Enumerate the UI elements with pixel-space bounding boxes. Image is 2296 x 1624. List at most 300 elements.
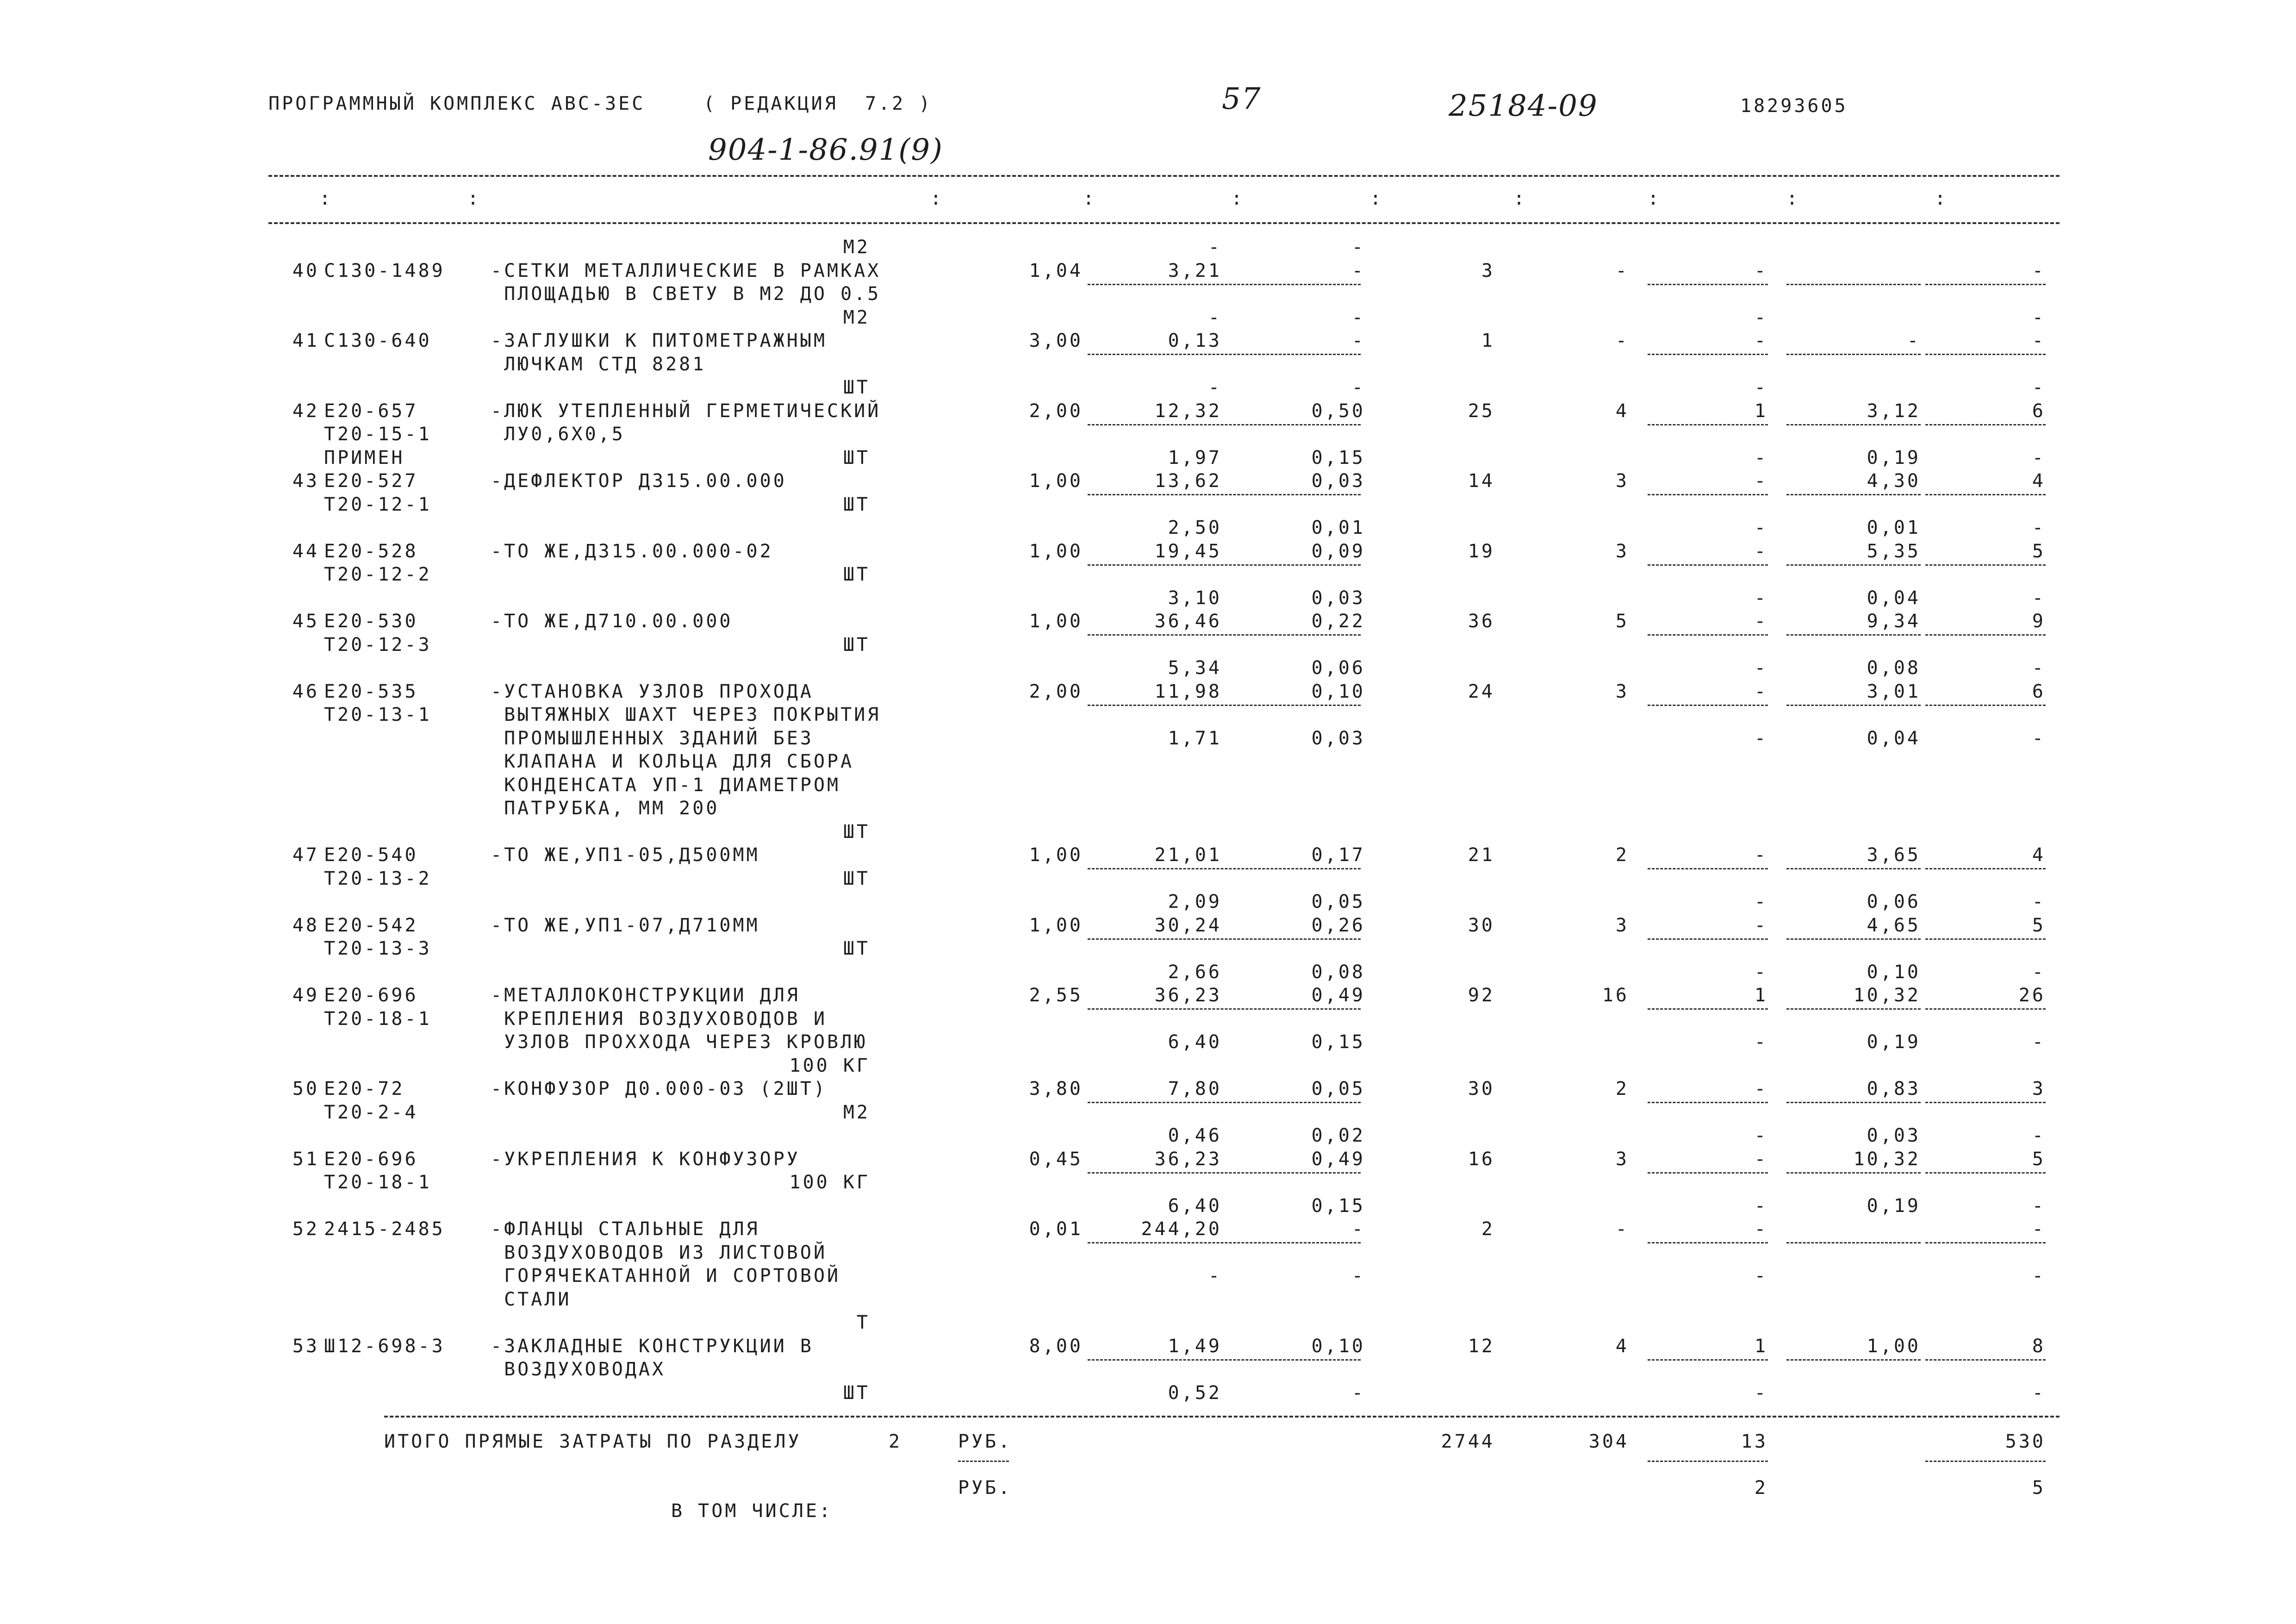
cell-code: Т20-18-1: [324, 1172, 432, 1193]
cell-underline: [1925, 938, 2046, 940]
cell-c6: 0,01: [1311, 517, 1365, 538]
cell-underline: [1088, 354, 1361, 355]
cell-underline: [1648, 938, 1768, 940]
cell-c6: 0,05: [1311, 1078, 1365, 1099]
cell-underline: [1648, 564, 1768, 566]
cell-c9: -: [1754, 447, 1768, 468]
totals-col8: 304: [1588, 1431, 1629, 1452]
cell-underline: [1925, 494, 2046, 495]
cell-c8: 3: [1615, 541, 1629, 562]
cell-c11: 4: [2032, 470, 2046, 492]
cell-c9: -: [1754, 1382, 1768, 1404]
cell-desc: ВОЗДУХОВОДАХ: [491, 1359, 666, 1380]
cell-c8: 3: [1615, 1149, 1629, 1170]
cell-c6: 0,02: [1311, 1125, 1365, 1146]
cell-c6: -: [1351, 307, 1365, 328]
document-number: 25184-09: [1449, 89, 1598, 123]
cell-c10: 10,32: [1853, 1149, 1921, 1170]
cell-underline: [1088, 1172, 1361, 1174]
cell-c6: 0,17: [1311, 844, 1365, 866]
cell-c5: 11,98: [1154, 681, 1222, 702]
cell-c10: 4,65: [1867, 915, 1921, 936]
totals-col11-2: 5: [2032, 1477, 2046, 1499]
cell-c6: -: [1351, 1218, 1365, 1240]
cell-c8: -: [1615, 1218, 1629, 1240]
cell-desc: СТАЛИ: [491, 1289, 572, 1310]
cell-underline: [1088, 1242, 1361, 1243]
cell-c6: 0,15: [1311, 447, 1365, 468]
cell-underline: [1786, 284, 1921, 285]
column-separator: :: [1648, 188, 1661, 209]
cell-c10: 3,12: [1867, 400, 1921, 422]
cell-n: 49: [292, 985, 319, 1006]
cell-c5: -: [1208, 1265, 1222, 1287]
column-separator: :: [1231, 188, 1245, 209]
cell-desc: -ТО ЖЕ,УП1-07,Д710ММ: [491, 915, 760, 936]
cell-underline: [1088, 494, 1361, 495]
cell-code: Е20-72: [324, 1078, 405, 1099]
cell-c11: -: [2032, 447, 2046, 468]
cell-c10: 1,00: [1867, 1336, 1921, 1357]
cell-c9: -: [1754, 681, 1768, 702]
cell-c5: 36,23: [1154, 1149, 1222, 1170]
cell-code: С130-640: [324, 330, 432, 351]
cell-c5: 3,21: [1168, 260, 1222, 281]
cell-c5: 36,23: [1154, 985, 1222, 1006]
cell-c5: 0,52: [1168, 1382, 1222, 1404]
cell-c7: 24: [1468, 681, 1495, 702]
cell-underline: [1925, 1242, 2046, 1243]
cell-underline: [1648, 1242, 1768, 1243]
cell-c11: 6: [2032, 681, 2046, 702]
cell-c6: 0,50: [1311, 400, 1365, 422]
cell-desc: -ТО ЖЕ,УП1-05,Д500ММ: [491, 844, 760, 866]
cell-c10: 0,10: [1867, 962, 1921, 983]
cell-underline: [1648, 705, 1768, 706]
cell-c11: -: [2032, 330, 2046, 351]
cell-c7: 1: [1481, 330, 1495, 351]
cell-c9: -: [1754, 1218, 1768, 1240]
cell-code: Т20-13-3: [324, 938, 432, 959]
cell-code: Е20-696: [324, 985, 418, 1006]
cell-c9: -: [1754, 1265, 1768, 1287]
cell-c10: 3,65: [1867, 844, 1921, 866]
cell-underline: [1786, 868, 1921, 869]
cell-c9: -: [1754, 1149, 1768, 1170]
cell-c9: -: [1754, 470, 1768, 492]
column-separator: :: [1786, 188, 1800, 209]
cell-c9: -: [1754, 1078, 1768, 1099]
cell-c11: -: [2032, 1031, 2046, 1053]
cell-n: 51: [292, 1149, 319, 1170]
cell-underline: [1925, 1172, 2046, 1174]
cell-n: 48: [292, 915, 319, 936]
cell-c10: 0,19: [1867, 447, 1921, 468]
cell-c9: -: [1754, 377, 1768, 398]
cell-c7: 25: [1468, 400, 1495, 422]
cell-code: Е20-530: [324, 611, 418, 632]
cell-c7: 2: [1481, 1218, 1495, 1240]
cell-c6: 0,10: [1311, 1336, 1365, 1357]
cell-underline: [1925, 354, 2046, 355]
cell-underline: [1925, 705, 2046, 706]
cell-c7: 30: [1468, 1078, 1495, 1099]
cell-c5: 21,01: [1154, 844, 1222, 866]
cell-c6: 0,06: [1311, 657, 1365, 679]
cell-underline: [1925, 1008, 2046, 1010]
cell-c9: 1: [1754, 400, 1768, 422]
cell-c11: 8: [2032, 1336, 2046, 1357]
cell-desc: -КОНФУЗОР Д0.000-03 (2ШТ): [491, 1078, 828, 1099]
cell-desc: -ТО ЖЕ,Д710.00.000: [491, 611, 733, 632]
cell-c9: -: [1754, 657, 1768, 679]
cell-c11: -: [2032, 1218, 2046, 1240]
cell-qty: 1,00: [1029, 470, 1083, 492]
cell-c9: -: [1754, 915, 1768, 936]
cell-c5: 2,66: [1168, 962, 1222, 983]
cell-c5: 13,62: [1154, 470, 1222, 492]
cell-c5: 1,97: [1168, 447, 1222, 468]
cell-c10: 0,08: [1867, 657, 1921, 679]
cell-c6: -: [1351, 330, 1365, 351]
cell-qty: 8,00: [1029, 1336, 1083, 1357]
cell-c11: -: [2032, 962, 2046, 983]
cell-desc: -УКРЕПЛЕНИЯ К КОНФУЗОРУ: [491, 1149, 800, 1170]
cell-code: Т20-18-1: [324, 1008, 432, 1030]
cell-c11: 5: [2032, 541, 2046, 562]
cell-c10: 0,04: [1867, 587, 1921, 609]
cell-c7: 30: [1468, 915, 1495, 936]
cell-c6: 0,15: [1311, 1031, 1365, 1053]
cell-c5: 30,24: [1154, 915, 1222, 936]
cell-c7: 14: [1468, 470, 1495, 492]
cell-c11: -: [2032, 728, 2046, 749]
cell-code: Е20-696: [324, 1149, 418, 1170]
cell-code: Е20-528: [324, 541, 418, 562]
cell-c10: 4,30: [1867, 470, 1921, 492]
cell-n: 42: [292, 400, 319, 422]
cell-underline: [1648, 284, 1768, 285]
cell-code: Е20-535: [324, 681, 418, 702]
totals-rule: [384, 1416, 2060, 1418]
cell-underline: [1648, 634, 1768, 636]
cell-n: 50: [292, 1078, 319, 1099]
cell-c5: 7,80: [1168, 1078, 1222, 1099]
cell-c11: -: [2032, 587, 2046, 609]
cell-n: 47: [292, 844, 319, 866]
cell-underline: [1648, 1359, 1768, 1361]
cell-qty: 1,00: [1029, 611, 1083, 632]
cell-unit: ШТ: [843, 821, 870, 843]
cell-n: 43: [292, 470, 319, 492]
project-number: 904-1-86.91(9): [708, 133, 943, 167]
totals-col9: 13: [1741, 1431, 1768, 1452]
cell-underline: [1925, 634, 2046, 636]
program-title: ПРОГРАММНЫЙ КОМПЛЕКС АВС-3ЕС: [268, 93, 646, 114]
cell-c6: 0,03: [1311, 470, 1365, 492]
cell-qty: 0,01: [1029, 1218, 1083, 1240]
cell-c5: -: [1208, 237, 1222, 258]
cell-c11: 4: [2032, 844, 2046, 866]
cell-unit: М2: [843, 1102, 870, 1123]
cell-c5: 0,46: [1168, 1125, 1222, 1146]
cell-c7: 21: [1468, 844, 1495, 866]
cell-c8: 3: [1615, 681, 1629, 702]
cell-c7: 3: [1481, 260, 1495, 281]
cell-underline: [1786, 564, 1921, 566]
cell-code: Е20-542: [324, 915, 418, 936]
cell-qty: 2,00: [1029, 400, 1083, 422]
cell-code: Е20-527: [324, 470, 418, 492]
header-bottom-rule: [268, 222, 2060, 224]
column-separator: :: [319, 188, 333, 209]
cell-c6: -: [1351, 1382, 1365, 1404]
cell-c9: -: [1754, 962, 1768, 983]
cell-unit: 100 КГ: [789, 1055, 870, 1076]
cell-c5: 1,49: [1168, 1336, 1222, 1357]
cell-c9: -: [1754, 1195, 1768, 1217]
totals-label: ИТОГО ПРЯМЫЕ ЗАТРАТЫ ПО РАЗДЕЛУ: [384, 1431, 802, 1452]
cell-n: 52: [292, 1218, 319, 1240]
cell-c10: 0,19: [1867, 1031, 1921, 1053]
cell-code: Ш12-698-3: [324, 1336, 445, 1357]
cell-n: 44: [292, 541, 319, 562]
cell-underline: [1925, 424, 2046, 425]
top-rule: [268, 175, 2060, 177]
cell-underline: [1786, 1242, 1921, 1243]
cell-desc: УЗЛОВ ПРОХХОДА ЧЕРЕЗ КРОВЛЮ: [491, 1031, 868, 1053]
cell-n: 41: [292, 330, 319, 351]
cell-unit: ШТ: [843, 564, 870, 585]
cell-underline: [1088, 284, 1361, 285]
cell-unit: ШТ: [843, 868, 870, 889]
cell-desc: -ДЕФЛЕКТОР Д315.00.000: [491, 470, 787, 492]
cell-c11: 3: [2032, 1078, 2046, 1099]
cell-c10: 0,01: [1867, 517, 1921, 538]
cell-qty: 1,00: [1029, 915, 1083, 936]
cell-desc: КЛАПАНА И КОЛЬЦА ДЛЯ СБОРА: [491, 751, 854, 772]
cell-c5: 244,20: [1141, 1218, 1222, 1240]
cell-c11: 5: [2032, 1149, 2046, 1170]
cell-c8: 3: [1615, 470, 1629, 492]
cell-c6: 0,49: [1311, 985, 1365, 1006]
cell-underline: [1786, 1172, 1921, 1174]
cell-desc: ПЛОЩАДЬЮ В СВЕТУ В М2 ДО 0.5: [491, 283, 881, 305]
cell-c5: 1,71: [1168, 728, 1222, 749]
cell-c11: -: [2032, 260, 2046, 281]
cell-c8: 3: [1615, 915, 1629, 936]
cell-underline: [1088, 1008, 1361, 1010]
cell-c6: 0,10: [1311, 681, 1365, 702]
totals-col11: 530: [2005, 1431, 2046, 1452]
cell-c11: 26: [2018, 985, 2046, 1006]
cell-unit: ШТ: [843, 447, 870, 468]
totals-section: 2: [889, 1431, 902, 1452]
cell-c5: 0,13: [1168, 330, 1222, 351]
cell-c6: -: [1351, 377, 1365, 398]
cell-n: 46: [292, 681, 319, 702]
cell-c8: 16: [1602, 985, 1629, 1006]
cell-unit: 100 КГ: [789, 1172, 870, 1193]
cell-underline: [1648, 494, 1768, 495]
cell-underline: [1648, 1172, 1768, 1174]
cell-desc: -ФЛАНЦЫ СТАЛЬНЫЕ ДЛЯ: [491, 1218, 760, 1240]
column-separator: :: [930, 188, 944, 209]
cell-code: Т20-2-4: [324, 1102, 418, 1123]
cell-c5: -: [1208, 377, 1222, 398]
cell-c9: 1: [1754, 985, 1768, 1006]
cell-underline: [1925, 1102, 2046, 1103]
column-separator: :: [1513, 188, 1527, 209]
cell-underline: [1088, 424, 1361, 425]
cell-underline: [1786, 494, 1921, 495]
cell-c10: 9,34: [1867, 611, 1921, 632]
cell-c11: -: [2032, 657, 2046, 679]
cell-underline: [1648, 1008, 1768, 1010]
cell-c9: -: [1754, 260, 1768, 281]
cell-unit: ШТ: [843, 634, 870, 656]
cell-underline: [1786, 634, 1921, 636]
cell-c9: -: [1754, 844, 1768, 866]
cell-desc: КРЕПЛЕНИЯ ВОЗДУХОВОДОВ И: [491, 1008, 828, 1030]
cell-desc: КОНДЕНСАТА УП-1 ДИАМЕТРОМ: [491, 775, 841, 796]
cell-c7: 16: [1468, 1149, 1495, 1170]
cell-c11: -: [2032, 1125, 2046, 1146]
cell-desc: -МЕТАЛЛОКОНСТРУКЦИИ ДЛЯ: [491, 985, 800, 1006]
cell-c11: -: [2032, 517, 2046, 538]
cell-underline: [1786, 424, 1921, 425]
cell-c6: -: [1351, 237, 1365, 258]
cell-desc: ЛЮЧКАМ СТД 8281: [491, 354, 706, 375]
cell-c6: 0,03: [1311, 587, 1365, 609]
cell-c10: 0,83: [1867, 1078, 1921, 1099]
cell-qty: 2,55: [1029, 985, 1083, 1006]
column-separator: :: [1083, 188, 1097, 209]
cell-underline: [1786, 1359, 1921, 1361]
cell-desc: ЛУ0,6Х0,5: [491, 424, 625, 445]
cell-c8: 2: [1615, 1078, 1629, 1099]
col9-rule: [1648, 1461, 1768, 1462]
cell-underline: [1088, 634, 1361, 636]
cell-desc: ПРОМЫШЛЕННЫХ ЗДАНИЙ БЕЗ: [491, 728, 814, 749]
cell-c11: 6: [2032, 400, 2046, 422]
cell-qty: 1,00: [1029, 844, 1083, 866]
cell-underline: [1088, 868, 1361, 869]
cell-unit: Т: [856, 1312, 870, 1333]
cell-c5: -: [1208, 307, 1222, 328]
totals-col7: 2744: [1441, 1431, 1495, 1452]
cell-c9: -: [1754, 330, 1768, 351]
cell-underline: [1925, 564, 2046, 566]
cell-unit: ШТ: [843, 494, 870, 515]
edition-label: ( РЕДАКЦИЯ 7.2 ): [703, 93, 933, 114]
cell-desc: ПАТРУБКА, ММ 200: [491, 798, 720, 819]
cell-underline: [1786, 1008, 1921, 1010]
cell-code: Т20-12-3: [324, 634, 432, 656]
currency-rule: [958, 1461, 1009, 1462]
cell-c10: 5,35: [1867, 541, 1921, 562]
cell-c10: 0,19: [1867, 1195, 1921, 1217]
cell-underline: [1648, 424, 1768, 425]
cell-desc: ВЫТЯЖНЫХ ШАХТ ЧЕРЕЗ ПОКРЫТИЯ: [491, 704, 881, 725]
page-number: 57: [1222, 82, 1262, 116]
cell-underline: [1648, 868, 1768, 869]
cell-c5: 5,34: [1168, 657, 1222, 679]
cell-c9: -: [1754, 891, 1768, 912]
cell-underline: [1648, 1102, 1768, 1103]
cell-underline: [1088, 1102, 1361, 1103]
cell-code: Т20-12-1: [324, 494, 432, 515]
cell-underline: [1088, 564, 1361, 566]
cell-underline: [1088, 705, 1361, 706]
cell-c9: -: [1754, 611, 1768, 632]
cell-unit: ШТ: [843, 377, 870, 398]
cell-c6: 0,15: [1311, 1195, 1365, 1217]
cell-c6: -: [1351, 1265, 1365, 1287]
cell-c9: -: [1754, 1031, 1768, 1053]
cell-n: 53: [292, 1336, 319, 1357]
cell-c5: 36,46: [1154, 611, 1222, 632]
cell-desc: ВОЗДУХОВОДОВ ИЗ ЛИСТОВОЙ: [491, 1242, 828, 1263]
cell-code: 2415-2485: [324, 1218, 445, 1240]
cell-c9: -: [1754, 1125, 1768, 1146]
including-label: В ТОМ ЧИСЛЕ:: [671, 1500, 833, 1522]
cell-unit: М2: [843, 237, 870, 258]
cell-c11: 9: [2032, 611, 2046, 632]
cell-c6: 0,03: [1311, 728, 1365, 749]
cell-underline: [1648, 354, 1768, 355]
cell-c5: 2,09: [1168, 891, 1222, 912]
cell-c9: -: [1754, 517, 1768, 538]
cell-desc: -ЗАГЛУШКИ К ПИТОМЕТРАЖНЫМ: [491, 330, 828, 351]
cell-desc: -СЕТКИ МЕТАЛЛИЧЕСКИЕ В РАМКАХ: [491, 260, 881, 281]
column-separator: :: [1935, 188, 1948, 209]
column-separator: :: [467, 188, 481, 209]
cell-c6: 0,05: [1311, 891, 1365, 912]
cell-qty: 3,00: [1029, 330, 1083, 351]
cell-underline: [1925, 868, 2046, 869]
cell-c9: 1: [1754, 1336, 1768, 1357]
cell-underline: [1088, 1359, 1361, 1361]
cell-code: Т20-13-1: [324, 704, 432, 725]
cell-c5: 19,45: [1154, 541, 1222, 562]
cell-c10: 0,04: [1867, 728, 1921, 749]
col11-rule: [1925, 1461, 2046, 1462]
cell-unit: ШТ: [843, 938, 870, 959]
cell-desc: ГОРЯЧЕКАТАННОЙ И СОРТОВОЙ: [491, 1265, 841, 1287]
cell-unit: ШТ: [843, 1382, 870, 1404]
totals-currency: РУБ.: [958, 1431, 1012, 1452]
cell-c11: -: [2032, 307, 2046, 328]
cell-c8: -: [1615, 260, 1629, 281]
cell-c10: 10,32: [1853, 985, 1921, 1006]
cell-c6: 0,08: [1311, 962, 1365, 983]
cell-c8: 4: [1615, 1336, 1629, 1357]
document-code: 18293605: [1740, 95, 1848, 117]
cell-c9: -: [1754, 541, 1768, 562]
cell-code: Е20-657: [324, 400, 418, 422]
cell-c5: 3,10: [1168, 587, 1222, 609]
cell-underline: [1786, 705, 1921, 706]
cell-c5: 2,50: [1168, 517, 1222, 538]
cell-qty: 0,45: [1029, 1149, 1083, 1170]
totals-currency-2: РУБ.: [958, 1477, 1012, 1499]
cell-code: ПРИМЕН: [324, 447, 405, 468]
cell-c9: -: [1754, 728, 1768, 749]
cell-desc: -ЛЮК УТЕПЛЕННЫЙ ГЕРМЕТИЧЕСКИЙ: [491, 400, 881, 422]
cell-qty: 1,04: [1029, 260, 1083, 281]
cell-qty: 3,80: [1029, 1078, 1083, 1099]
